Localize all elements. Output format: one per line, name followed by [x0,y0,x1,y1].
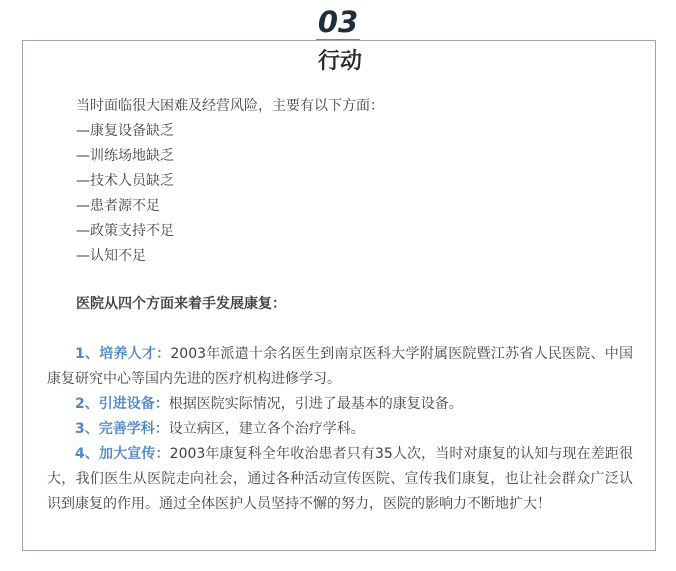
measure-text: 根据医院实际情况，引进了最基本的康复设备。 [168,396,463,412]
difficulty-item: —技术人员缺乏 [76,173,174,189]
difficulty-item: —训练场地缺乏 [76,148,174,164]
difficulty-item: —政策支持不足 [76,223,174,239]
measure-text: 2003年派遣十余名医生到南京医科大学附属医院暨江苏省人民医院、中国康复研究中心等国内先进的医疗机构进修学习。 [47,346,633,387]
measure-label: 4、加大宣传： [75,446,170,462]
measures-list [47,342,633,517]
intro-block [76,94,636,269]
measure-label: 1、培养人才： [75,346,171,362]
intro-lead: 当时面临很大困难及经营风险，主要有以下方面： [76,98,384,114]
measure-label: 2、引进设备： [75,396,169,412]
difficulty-item: —康复设备缺乏 [76,123,174,139]
measures-heading: 医院从四个方面来着手发展康复： [76,296,286,312]
measure-item [47,342,633,392]
difficulty-item: —患者源不足 [76,198,160,214]
measure-text: 2003年康复科全年收治患者只有35人次，当时对康复的认知与现在差距很大，我们医生从医院走向社会，通过各种活动宣传医院、宣传我们康复，也让社会群众广泛认识到康复的作用。通过全体医护人员坚持不懈的努力，医院的影响力不断地扩大！ [47,446,633,512]
measure-item [47,442,633,517]
measure-item [47,417,633,442]
section-title: 行动 [317,49,362,74]
measure-label: 3、完善学科： [75,421,169,437]
measure-text: 设立病区，建立各个治疗学科。 [168,421,365,437]
section-number: 03 [317,5,359,39]
difficulty-item: —认知不足 [76,248,146,264]
measure-item [47,392,633,417]
content-card [22,40,656,551]
